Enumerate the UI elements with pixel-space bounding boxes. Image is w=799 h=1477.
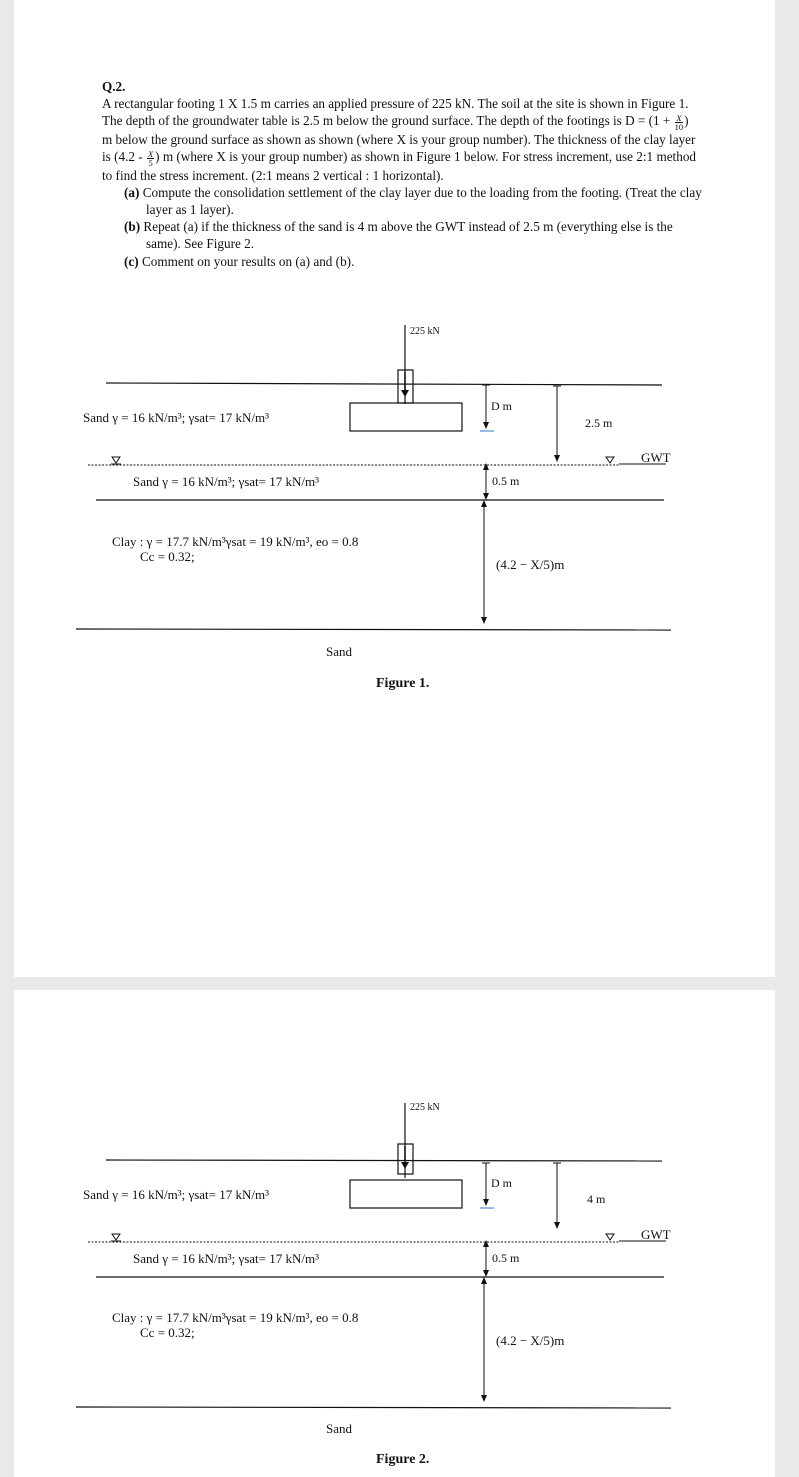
page-1 bbox=[14, 0, 775, 977]
clay-bottom-line bbox=[76, 629, 671, 630]
lower-sand-label: Sand γ = 16 kN/m³; γsat= 17 kN/m³ bbox=[133, 1251, 319, 1266]
ground-surface-line bbox=[106, 1160, 662, 1161]
question-item-b: (b) Repeat (a) if the thickness of the sand is 4 m above the GWT instead of 2.5 m (everything else is the same). See Figure 2. bbox=[124, 219, 673, 252]
bottom-sand-label: Sand bbox=[326, 1421, 352, 1436]
footing bbox=[350, 1180, 462, 1208]
figure-2-caption: Figure 2. bbox=[376, 1452, 430, 1467]
ground-surface-line bbox=[106, 383, 662, 385]
clay-props-line1: Clay : γ = 17.7 kN/m³γsat = 19 kN/m³, eo = 0.8 bbox=[112, 1310, 359, 1325]
question-item-c: (c) Comment on your results on (a) and (b). bbox=[124, 253, 355, 269]
fraction-x-over-10: $\frac{X}{10}$ bbox=[674, 112, 684, 132]
question-body-part3: ) m (where X is your group number) as shown in Figure 1 below. For stress increment, use 2:1 method to find the stress increment. (2:1 means 2 vertical : 1 horizontal). bbox=[102, 149, 697, 183]
clay-props-line2: Cc = 0.32; bbox=[140, 549, 195, 564]
sand-thickness-label: 0.5 m bbox=[492, 474, 520, 488]
gwt-depth-label: 2.5 m bbox=[585, 416, 613, 430]
load-label: 225 kN bbox=[410, 326, 440, 337]
top-sand-label: Sand γ = 16 kN/m³; γsat= 17 kN/m³ bbox=[83, 1187, 269, 1202]
page-2 bbox=[14, 990, 775, 1477]
gwt-depth-label: 4 m bbox=[587, 1192, 606, 1206]
sand-thickness-label: 0.5 m bbox=[492, 1251, 520, 1265]
clay-props-line1: Clay : γ = 17.7 kN/m³γsat = 19 kN/m³, eo = 0.8 bbox=[112, 534, 359, 549]
top-sand-label: Sand γ = 16 kN/m³; γsat= 17 kN/m³ bbox=[83, 410, 269, 425]
lower-sand-label: Sand γ = 16 kN/m³; γsat= 17 kN/m³ bbox=[133, 474, 319, 489]
bottom-sand-label: Sand bbox=[326, 644, 352, 659]
gwt-symbol-right bbox=[606, 457, 614, 463]
clay-props-line2: Cc = 0.32; bbox=[140, 1325, 195, 1340]
clay-thickness-label: (4.2 − X/5)m bbox=[496, 1333, 565, 1348]
depth-label: D m bbox=[491, 1176, 512, 1190]
figure-1-diagram bbox=[14, 0, 775, 977]
question-item-a: (a) Compute the consolidation settlement of the clay layer due to the loading from the footing. (Treat the clay layer as 1 layer). bbox=[124, 184, 702, 217]
clay-thickness-label: (4.2 − X/5)m bbox=[496, 557, 565, 572]
footing bbox=[350, 403, 462, 431]
load-arrow-head bbox=[401, 390, 409, 397]
question-body-part2: ) m below the ground surface as shown as shown (where X is your group number). The thickness of the clay layer is (4.2 - bbox=[102, 113, 696, 165]
load-label: 225 kN bbox=[410, 1102, 440, 1113]
gwt-symbol-left bbox=[112, 457, 120, 463]
question-title: Q.2. bbox=[102, 79, 126, 94]
gwt-label: GWT bbox=[641, 1227, 671, 1242]
fraction-x-over-5: $\frac{X}{5}$ bbox=[147, 148, 154, 168]
depth-label: D m bbox=[491, 399, 512, 413]
gwt-label: GWT bbox=[641, 450, 671, 465]
question-body-part1: A rectangular footing 1 X 1.5 m carries an applied pressure of 225 kN. The soil at the site is shown in Figure 1. The depth of the groundwater table is 2.5 m below the ground surface. The depth of the footings is D = (1 + bbox=[102, 96, 689, 129]
figure-1-caption: Figure 1. bbox=[376, 676, 430, 691]
